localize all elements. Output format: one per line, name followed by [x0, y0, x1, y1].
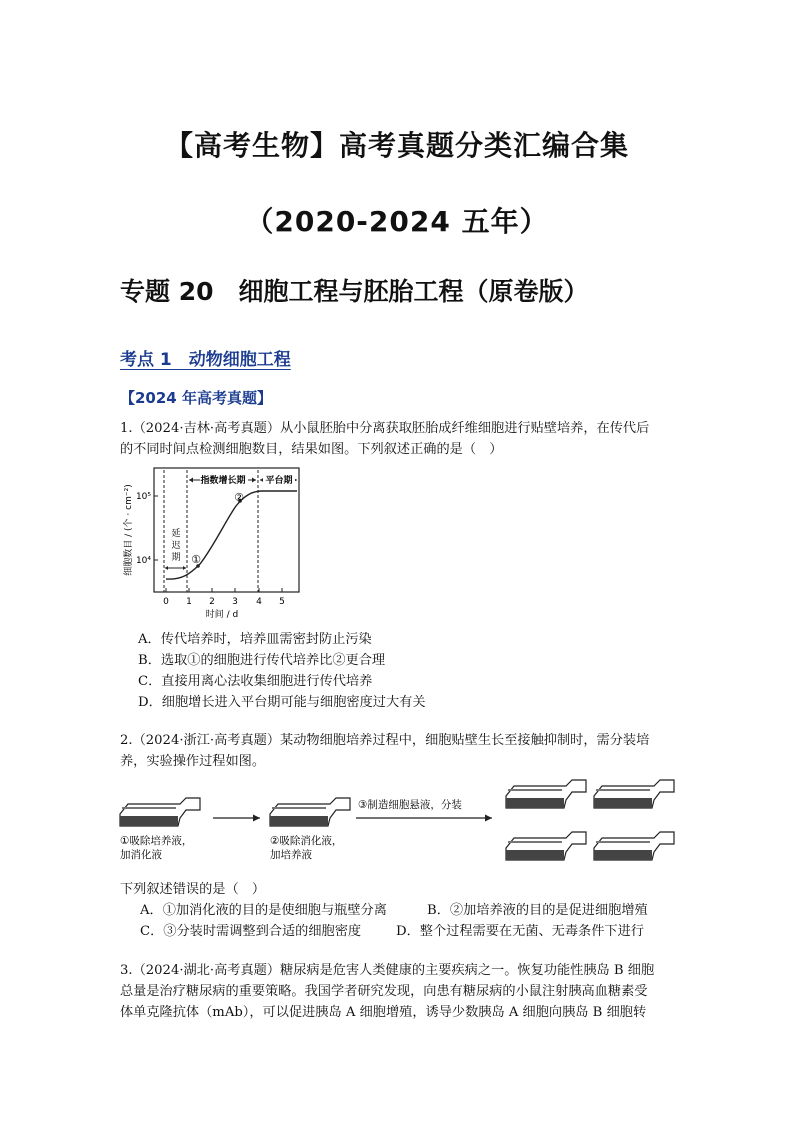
flask-step1: [120, 798, 200, 826]
growth-curve: [166, 491, 297, 579]
step2-label-line2: 加培养液: [270, 849, 312, 861]
q2-option-a: A．①加消化液的目的是使细胞与瓶壁分离: [140, 903, 387, 918]
q1-option-c: C．直接用离心法收集细胞进行传代培养: [138, 674, 373, 689]
chart-xtick-1: 1: [186, 597, 192, 607]
point-2-label: ②: [234, 491, 244, 504]
q2-option-b: B．②加培养液的目的是促进细胞增殖: [427, 903, 648, 918]
q3-line1: 3.（2024·湖北·高考真题）糖尿病是危害人类健康的主要疾病之一。恢复功能性胰岛 B 细胞: [120, 963, 655, 978]
phase-lag-label-3: 期: [171, 553, 181, 563]
q1-growth-chart: [122, 464, 312, 624]
q2-stem-line2: 养，实验操作过程如图。: [120, 754, 266, 769]
q3-stem: [120, 960, 680, 1023]
q2-procedure-diagram: [118, 776, 688, 872]
phase-exp-label: 指数增长期: [200, 476, 246, 486]
flask-result-1: [506, 780, 586, 808]
year-heading: 【2024 年高考真题】: [120, 389, 272, 407]
phase-lag-label-1: 延: [171, 529, 181, 539]
flask-step2: [270, 798, 350, 826]
document-subtitle: （2020-2024 五年）: [245, 205, 549, 238]
q1-stem-line2: 的不同时间点检测细胞数目，结果如图。下列叙述正确的是（ ）: [120, 442, 503, 457]
chart-ytick-1e5: 10⁵: [135, 492, 151, 502]
q1-option-d: D．细胞增长进入平台期可能与细胞密度过大有关: [138, 695, 426, 710]
kaodian-heading: 考点 1 动物细胞工程: [120, 350, 291, 370]
q2-option-c: C．③分装时需调整到合适的细胞密度: [140, 924, 362, 939]
chart-xtick-5: 5: [279, 597, 285, 607]
q2-prompt: 下列叙述错误的是（ ）: [120, 882, 266, 897]
document-title: 【高考生物】高考真题分类汇编合集: [164, 129, 629, 162]
flask-result-4: [594, 832, 674, 860]
chart-ylabel: 细胞数目 / (个 · cm⁻²): [124, 484, 134, 576]
step1-label-line2: 加消化液: [120, 849, 162, 861]
chart-xtick-3: 3: [232, 597, 238, 607]
phase-plateau-label: 平台期: [265, 476, 293, 486]
flask-result-2: [594, 780, 674, 808]
chart-xticks: [163, 588, 285, 607]
step1-label-line1: ①吸除培养液，: [120, 835, 193, 847]
chart-xtick-2: 2: [209, 597, 215, 607]
point-1-label: ①: [191, 553, 201, 566]
q2-option-d: D．整个过程需要在无菌、无毒条件下进行: [396, 924, 644, 939]
flask-result-3: [506, 832, 586, 860]
step2-label-line1: ②吸除消化液，: [270, 835, 343, 847]
q2-stem: [120, 730, 680, 772]
q3-line3: 体单克隆抗体（mAb），可以促进胰岛 A 细胞增殖，诱导少数胰岛 A 细胞向胰岛 B 细胞转: [120, 1005, 647, 1020]
q3-line2: 总量是治疗糖尿病的重要策略。我国学者研究发现，向患有糖尿病的小鼠注射胰高血糖素受: [120, 984, 648, 999]
chart-ytick-1e4: 10⁴: [135, 556, 151, 566]
topic-heading: 专题 20 细胞工程与胚胎工程（原卷版）: [120, 277, 589, 306]
chart-xtick-0: 0: [163, 597, 169, 607]
phase-lag-label-2: 迟: [171, 541, 181, 551]
chart-xlabel: 时间 / d: [205, 610, 239, 620]
q1-stem: [120, 418, 680, 460]
q1-option-a: A．传代培养时，培养皿需密封防止污染: [138, 632, 372, 647]
q2-stem-line1: 2.（2024·浙江·高考真题）某动物细胞培养过程中，细胞贴壁生长至接触抑制时，需分装培: [120, 733, 650, 748]
q1-option-b: B．选取①的细胞进行传代培养比②更合理: [138, 653, 386, 668]
chart-xtick-4: 4: [256, 597, 262, 607]
q1-stem-line1: 1.（2024·吉林·高考真题）从小鼠胚胎中分离获取胚胎成纤维细胞进行贴壁培养，在传代后: [120, 421, 650, 436]
step3-label: ③制造细胞悬液，分装: [358, 799, 462, 811]
